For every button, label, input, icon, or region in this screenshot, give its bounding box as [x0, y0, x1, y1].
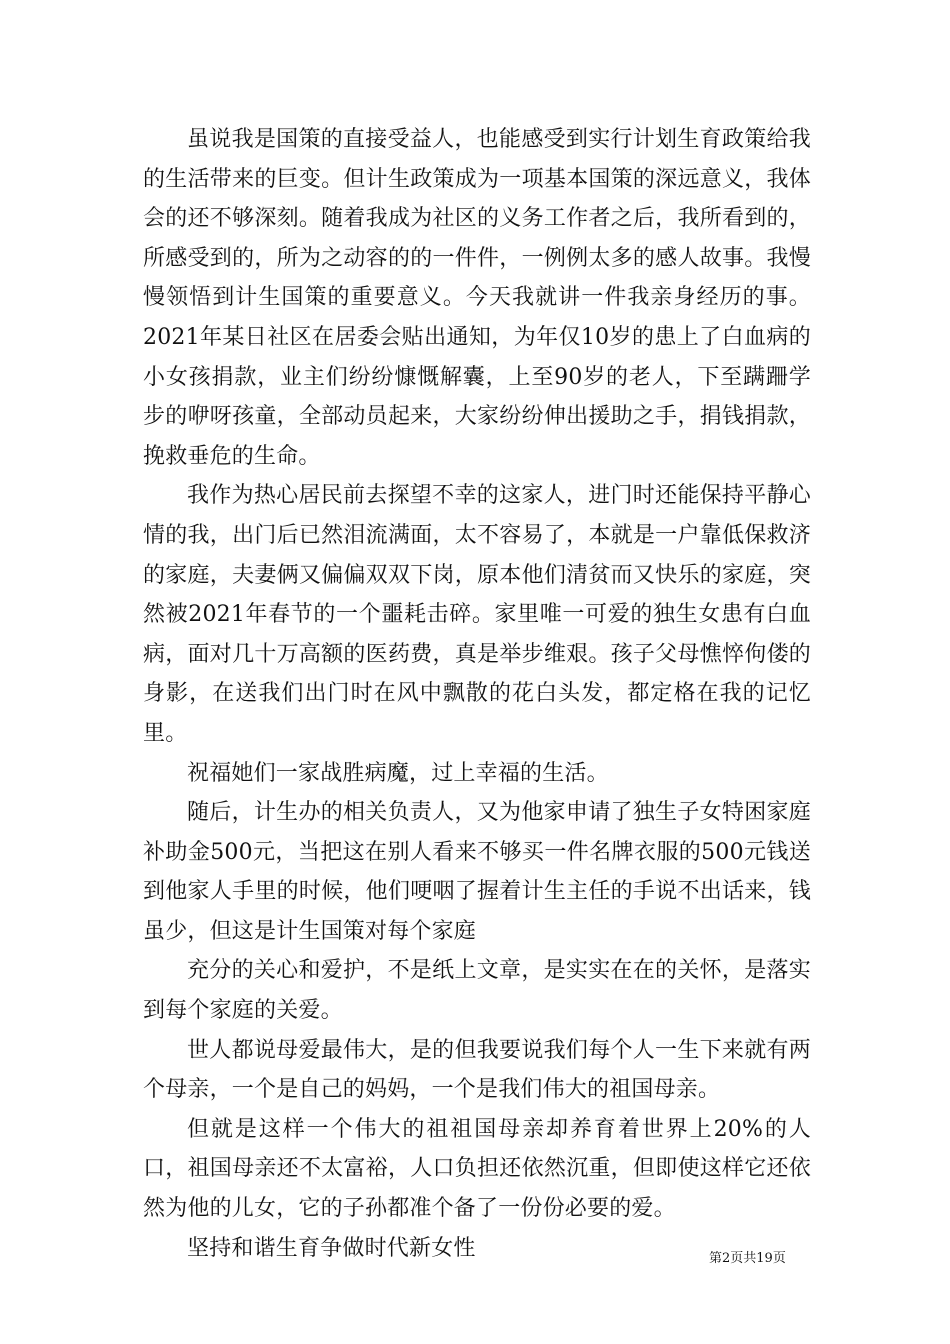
- paragraph-4: 随后，计生办的相关负责人，又为他家申请了独生子女特困家庭补助金500元，当把这在别人看来不够买一件名牌衣服的500元钱送到他家人手里的时候，他们哽咽了握着计生主任的手说不出话来，钱虽少，但这是计生国策对每个家庭: [143, 800, 811, 944]
- paragraph-8: 坚持和谐生育争做时代新女性: [187, 1235, 476, 1261]
- paragraph-7: 但就是这样一个伟大的祖祖国母亲却养育着世界上20%的人口，祖国母亲还不太富裕，人口负担还依然沉重，但即使这样它还依然为他的儿女，它的子孙都准个备了一份份必要的爱。: [143, 1116, 811, 1222]
- paragraph-1: 虽说我是国策的直接受益人，也能感受到实行计划生育政策给我的生活带来的巨变。但计生政策成为一项基本国策的深远意义，我体会的还不够深刻。随着我成为社区的义务工作者之后，我所看到的，所感受到的，所为之动容的的一件件，一例例太多的感人故事。我慢慢领悟到计生国策的重要意义。今天我就讲一件我亲身经历的事。2021年某日社区在居委会贴出通知，为年仅10岁的患上了白血病的小女孩捐款，业主们纷纷慷慨解囊，上至90岁的老人，下至蹒跚学步的咿呀孩童，全部动员起来，大家纷纷伸出援助之手，捐钱捐款，挽救垂危的生命。: [143, 127, 811, 469]
- paragraph-5: 充分的关心和爱护，不是纸上文章，是实实在在的关怀，是落实到每个家庭的关爱。: [143, 958, 811, 1024]
- document-body: [143, 120, 811, 1268]
- paragraph-2: 我作为热心居民前去探望不幸的这家人，进门时还能保持平静心情的我，出门后已然泪流满面，太不容易了，本就是一户靠低保救济的家庭，夫妻俩又偏偏双双下岗，原本他们清贫而又快乐的家庭，突然被2021年春节的一个噩耗击碎。家里唯一可爱的独生女患有白血病，面对几十万高额的医药费，真是举步维艰。孩子父母憔悴佝偻的身影，在送我们出门时在风中飘散的花白头发，都定格在我的记忆里。: [143, 483, 811, 746]
- paragraph-6: 世人都说母爱最伟大，是的但我要说我们每个人一生下来就有两个母亲，一个是自己的妈妈，一个是我们伟大的祖国母亲。: [143, 1037, 811, 1103]
- page-number: 第2页共19页: [709, 1251, 786, 1266]
- paragraph-3: 祝福她们一家战胜病魔，过上幸福的生活。: [187, 760, 609, 786]
